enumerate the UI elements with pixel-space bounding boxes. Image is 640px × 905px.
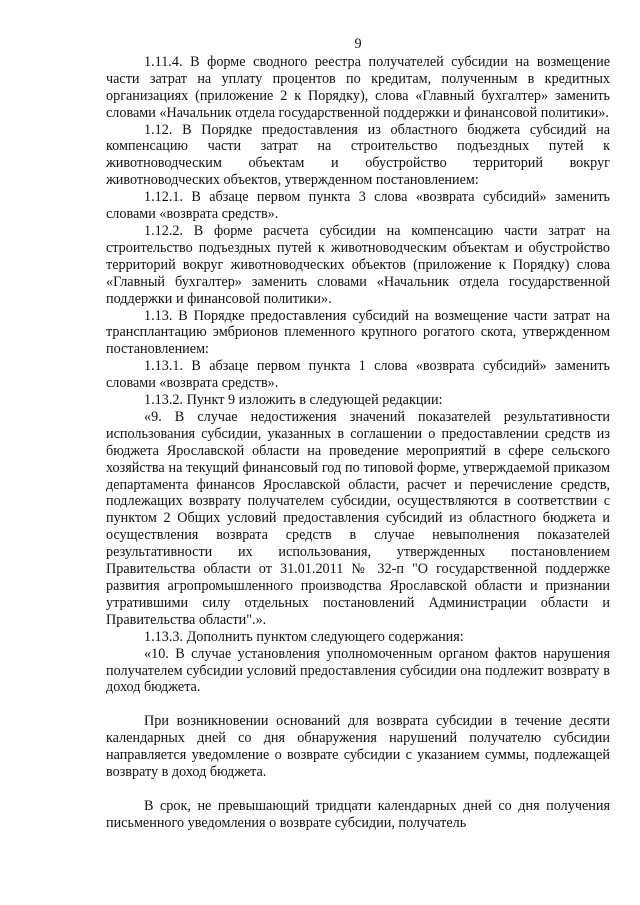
page-number: 9 — [354, 36, 362, 52]
paragraph-1-12-1: 1.12.1. В абзаце первом пункта 3 слова «возврата субсидий» заменить словами «возврата средств». — [106, 189, 610, 223]
paragraph-item-10: «10. В случае установления уполномоченным органом фактов нарушения получателем субсидии условий предоставления субсидии она подлежит возврату в доход бюджета. — [106, 645, 610, 696]
paragraph-refund-grounds: При возникновении оснований для возврата субсидии в течение десяти календарных дней со дня обнаружения нарушений получателю субсидии направляется уведомление о возврате субсидии с указанием суммы, подлежащей возврату в доход бюджета. — [106, 713, 610, 781]
paragraph-refund-term: В срок, не превышающий тридцати календарных дней со дня получения письменного уведомления о возврате субсидии, получатель — [106, 797, 610, 831]
paragraph-item-9: «9. В случае недостижения значений показателей результативности использования субсидии, указанных в соглашении о предоставлении средств из бюджета Ярославской области на проведение мероприятий в сфере сельского хозяйства на текущий финансовый год по типовой форме, утверждаемой приказом департамента финансов Ярославской области, расчет и перечисление средств, подлежащих возврату получателем субсидии, осуществляются в соответствии с пунктом 2 Общих условий предоставления субсидий из областного бюджета и осуществления возврата средств в случае невыполнения показателей результативности их использования, утвержденных постановлением Правительства области от 31.01.2011 № 32-п "О государственной поддержке развития агропромышленного производства Ярославской области и признании утратившими силу отдельных постановлений Администрации области и Правительства области".». — [106, 408, 610, 628]
paragraph-1-13-2: 1.13.2. Пункт 9 изложить в следующей редакции: — [144, 392, 443, 409]
paragraph-1-12: 1.12. В Порядке предоставления из областного бюджета субсидий на компенсацию части затрат на строительство подъездных путей к животноводческим объектам и обустройство территорий вокруг животноводческих объектов, утвержденном постановлением: — [106, 121, 610, 189]
paragraph-1-13: 1.13. В Порядке предоставления субсидий на возмещение части затрат на трансплантацию эмбрионов племенного крупного рогатого скота, утвержденном постановлением: — [106, 307, 610, 358]
paragraph-1-13-3: 1.13.3. Дополнить пунктом следующего содержания: — [144, 628, 464, 645]
paragraph-1-13-1: 1.13.1. В абзаце первом пункта 1 слова «возврата субсидий» заменить словами «возврата средств». — [106, 358, 610, 392]
paragraph-1-11-4: 1.11.4. В форме сводного реестра получателей субсидии на возмещение части затрат на уплату процентов по кредитам, полученным в кредитных организациях (приложение 2 к Порядку), слова «Главный бухгалтер» заменить словами «Начальник отдела государственной поддержки и финансовой политики». — [106, 53, 610, 121]
document-page — [106, 36, 610, 832]
paragraph-1-12-2: 1.12.2. В форме расчета субсидии на компенсацию части затрат на строительство подъездных путей к животноводческим объектам и обустройство территорий вокруг животноводческих объектов (приложение к Порядку) слова «Главный бухгалтер» заменить словами «Начальник отдела государственной поддержки и финансовой политики». — [106, 222, 610, 307]
